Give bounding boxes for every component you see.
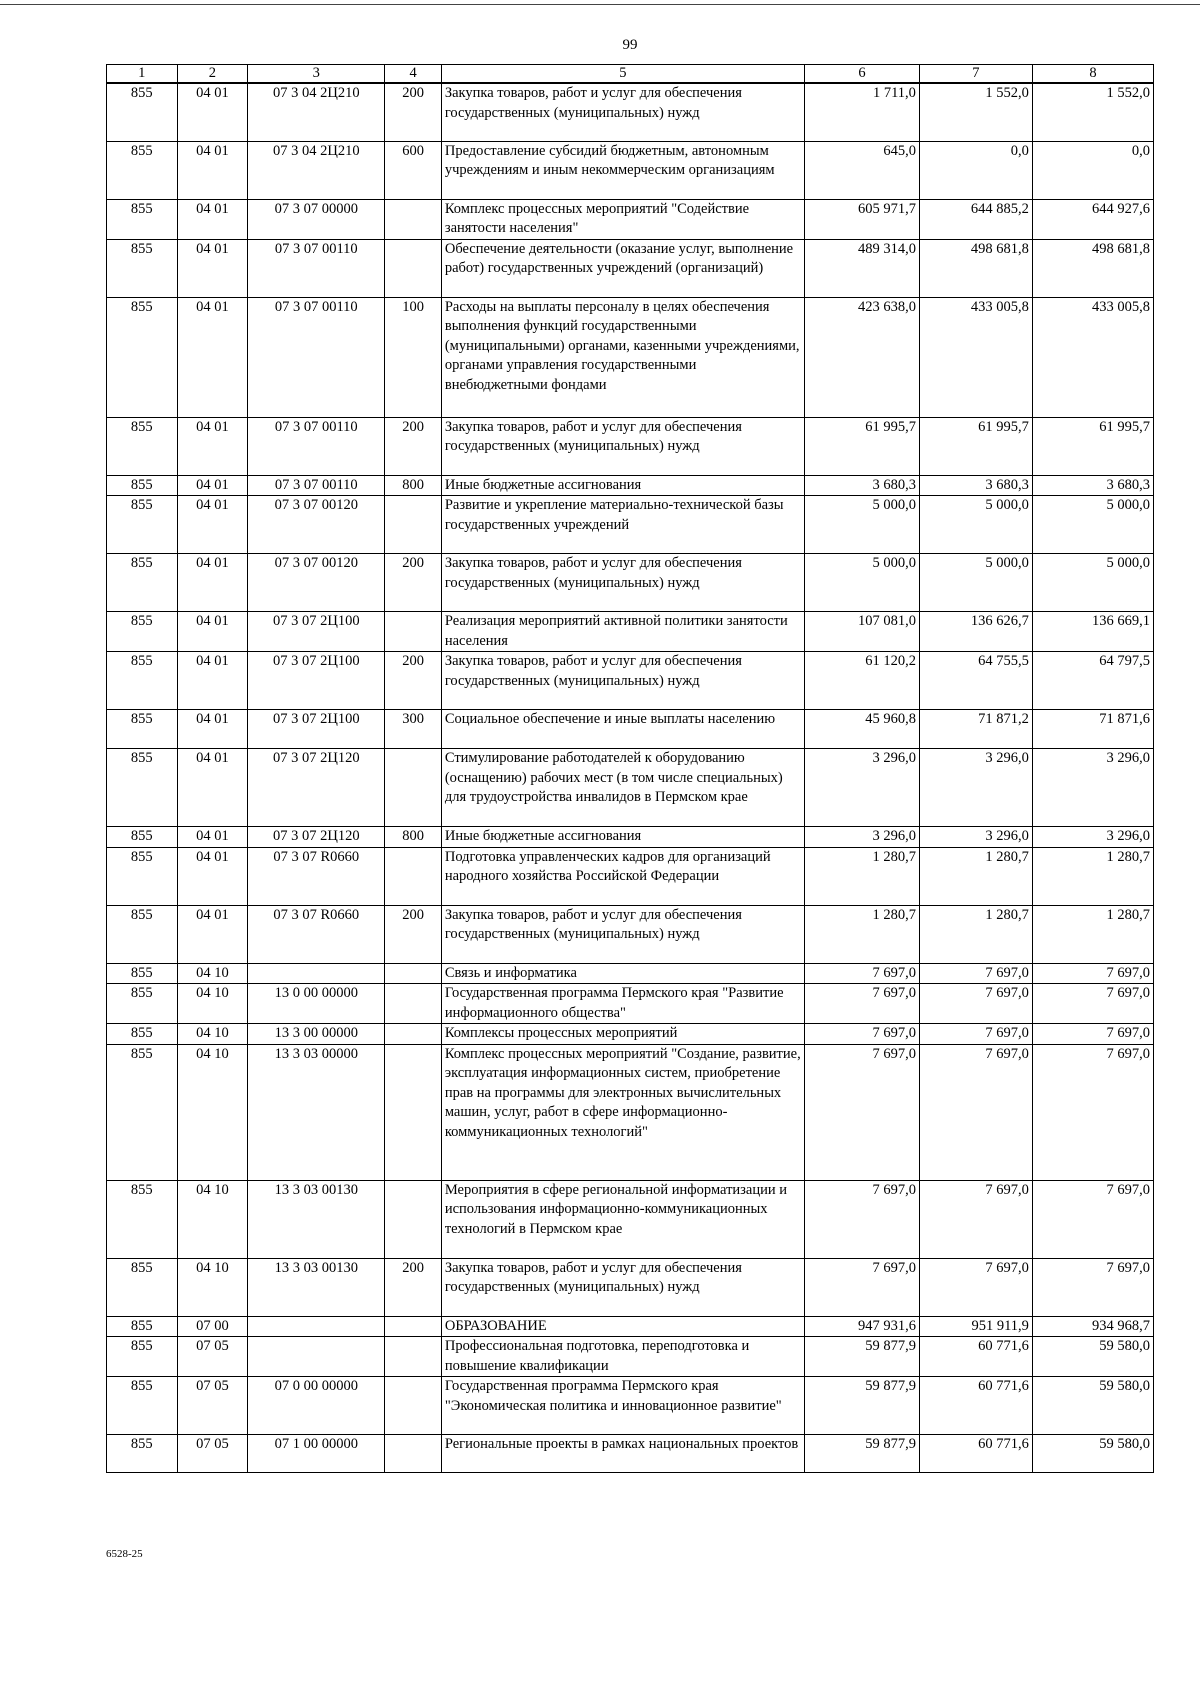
target-article-cell: 07 3 07 00120 xyxy=(248,496,385,554)
section-code-cell: 04 01 xyxy=(177,847,248,905)
item-name-cell: Государственная программа Пермского края "Экономическая политика и инновационное развитие" xyxy=(441,1377,804,1435)
table-row xyxy=(107,83,1154,141)
section-code-cell: 04 10 xyxy=(177,1180,248,1258)
budget-code-cell: 855 xyxy=(107,827,178,848)
expense-type-cell: 800 xyxy=(385,475,441,496)
item-name-cell: Закупка товаров, работ и услуг для обеспечения государственных (муниципальных) нужд xyxy=(441,1258,804,1316)
target-article-cell: 07 3 07 R0660 xyxy=(248,847,385,905)
section-code-cell: 04 01 xyxy=(177,749,248,827)
amount-col6-cell: 7 697,0 xyxy=(804,1258,919,1316)
column-header: 6 xyxy=(804,65,919,84)
amount-col7-cell: 7 697,0 xyxy=(919,1258,1032,1316)
expense-type-cell: 100 xyxy=(385,297,441,417)
budget-code-cell: 855 xyxy=(107,297,178,417)
section-code-cell: 04 01 xyxy=(177,141,248,199)
amount-col8-cell: 934 968,7 xyxy=(1032,1316,1153,1337)
item-name-cell: Связь и информатика xyxy=(441,963,804,984)
amount-col7-cell: 433 005,8 xyxy=(919,297,1032,417)
budget-code-cell: 855 xyxy=(107,1258,178,1316)
amount-col8-cell: 433 005,8 xyxy=(1032,297,1153,417)
item-name-cell: Закупка товаров, работ и услуг для обеспечения государственных (муниципальных) нужд xyxy=(441,905,804,963)
section-code-cell: 04 10 xyxy=(177,984,248,1024)
expense-type-cell: 200 xyxy=(385,1258,441,1316)
item-name-cell: Мероприятия в сфере региональной информатизации и использования информационно-коммуникационных технологий в Пермском крае xyxy=(441,1180,804,1258)
amount-col7-cell: 7 697,0 xyxy=(919,963,1032,984)
target-article-cell: 07 0 00 00000 xyxy=(248,1377,385,1435)
amount-col7-cell: 60 771,6 xyxy=(919,1435,1032,1473)
item-name-cell: Региональные проекты в рамках национальных проектов xyxy=(441,1435,804,1473)
amount-col8-cell: 5 000,0 xyxy=(1032,496,1153,554)
amount-col7-cell: 0,0 xyxy=(919,141,1032,199)
column-header: 4 xyxy=(385,65,441,84)
amount-col8-cell: 7 697,0 xyxy=(1032,963,1153,984)
amount-col6-cell: 3 296,0 xyxy=(804,827,919,848)
target-article-cell: 07 3 07 00120 xyxy=(248,554,385,612)
item-name-cell: Комплекс процессных мероприятий "Содействие занятости населения" xyxy=(441,199,804,239)
section-code-cell: 04 01 xyxy=(177,905,248,963)
table-row xyxy=(107,963,1154,984)
amount-col6-cell: 7 697,0 xyxy=(804,1180,919,1258)
amount-col7-cell: 1 280,7 xyxy=(919,905,1032,963)
amount-col7-cell: 1 280,7 xyxy=(919,847,1032,905)
expense-type-cell xyxy=(385,749,441,827)
expense-type-cell: 600 xyxy=(385,141,441,199)
expense-type-cell xyxy=(385,1377,441,1435)
expense-type-cell xyxy=(385,1044,441,1180)
target-article-cell: 07 3 07 00000 xyxy=(248,199,385,239)
table-row xyxy=(107,984,1154,1024)
item-name-cell: ОБРАЗОВАНИЕ xyxy=(441,1316,804,1337)
amount-col8-cell: 61 995,7 xyxy=(1032,417,1153,475)
section-code-cell: 04 01 xyxy=(177,827,248,848)
page-number: 99 xyxy=(622,37,638,53)
table-row xyxy=(107,1435,1154,1473)
amount-col8-cell: 136 669,1 xyxy=(1032,612,1153,652)
expense-type-cell xyxy=(385,1024,441,1045)
amount-col7-cell: 5 000,0 xyxy=(919,496,1032,554)
budget-code-cell: 855 xyxy=(107,1316,178,1337)
section-code-cell: 04 01 xyxy=(177,239,248,297)
budget-code-cell: 855 xyxy=(107,847,178,905)
amount-col8-cell: 71 871,6 xyxy=(1032,710,1153,749)
budget-code-cell: 855 xyxy=(107,905,178,963)
section-code-cell: 04 01 xyxy=(177,612,248,652)
target-article-cell: 07 3 07 00110 xyxy=(248,475,385,496)
item-name-cell: Социальное обеспечение и иные выплаты населению xyxy=(441,710,804,749)
amount-col8-cell: 7 697,0 xyxy=(1032,1180,1153,1258)
expense-type-cell xyxy=(385,847,441,905)
item-name-cell: Предоставление субсидий бюджетным, автономным учреждениям и иным некоммерческим организациям xyxy=(441,141,804,199)
table-row xyxy=(107,297,1154,417)
table-row xyxy=(107,1316,1154,1337)
amount-col6-cell: 3 680,3 xyxy=(804,475,919,496)
section-code-cell: 04 01 xyxy=(177,417,248,475)
amount-col7-cell: 64 755,5 xyxy=(919,652,1032,710)
amount-col8-cell: 3 296,0 xyxy=(1032,827,1153,848)
section-code-cell: 04 01 xyxy=(177,83,248,141)
budget-table xyxy=(106,64,1154,1473)
section-code-cell: 04 01 xyxy=(177,710,248,749)
target-article-cell: 07 3 07 2Ц100 xyxy=(248,652,385,710)
amount-col6-cell: 59 877,9 xyxy=(804,1435,919,1473)
expense-type-cell xyxy=(385,1435,441,1473)
table-row xyxy=(107,749,1154,827)
expense-type-cell: 200 xyxy=(385,83,441,141)
target-article-cell: 07 3 04 2Ц210 xyxy=(248,83,385,141)
expense-type-cell: 200 xyxy=(385,554,441,612)
column-number-row xyxy=(107,65,1154,84)
budget-code-cell: 855 xyxy=(107,496,178,554)
section-code-cell: 07 05 xyxy=(177,1337,248,1377)
expense-type-cell xyxy=(385,612,441,652)
item-name-cell: Закупка товаров, работ и услуг для обеспечения государственных (муниципальных) нужд xyxy=(441,554,804,612)
budget-code-cell: 855 xyxy=(107,417,178,475)
target-article-cell xyxy=(248,963,385,984)
amount-col6-cell: 423 638,0 xyxy=(804,297,919,417)
amount-col7-cell: 1 552,0 xyxy=(919,83,1032,141)
footer-code: 6528-25 xyxy=(106,1548,143,1560)
amount-col7-cell: 61 995,7 xyxy=(919,417,1032,475)
budget-code-cell: 855 xyxy=(107,141,178,199)
amount-col8-cell: 3 680,3 xyxy=(1032,475,1153,496)
budget-code-cell: 855 xyxy=(107,239,178,297)
column-header: 3 xyxy=(248,65,385,84)
amount-col6-cell: 1 711,0 xyxy=(804,83,919,141)
expense-type-cell: 200 xyxy=(385,652,441,710)
amount-col6-cell: 59 877,9 xyxy=(804,1377,919,1435)
target-article-cell: 07 3 07 00110 xyxy=(248,239,385,297)
expense-type-cell: 200 xyxy=(385,905,441,963)
amount-col8-cell: 1 280,7 xyxy=(1032,847,1153,905)
amount-col6-cell: 7 697,0 xyxy=(804,963,919,984)
budget-code-cell: 855 xyxy=(107,1337,178,1377)
item-name-cell: Закупка товаров, работ и услуг для обеспечения государственных (муниципальных) нужд xyxy=(441,83,804,141)
column-header: 2 xyxy=(177,65,248,84)
expense-type-cell xyxy=(385,199,441,239)
amount-col8-cell: 64 797,5 xyxy=(1032,652,1153,710)
section-code-cell: 04 01 xyxy=(177,475,248,496)
column-header: 8 xyxy=(1032,65,1153,84)
amount-col7-cell: 7 697,0 xyxy=(919,1044,1032,1180)
target-article-cell: 13 3 03 00130 xyxy=(248,1258,385,1316)
item-name-cell: Иные бюджетные ассигнования xyxy=(441,475,804,496)
target-article-cell: 07 3 07 2Ц100 xyxy=(248,710,385,749)
column-header: 5 xyxy=(441,65,804,84)
section-code-cell: 04 10 xyxy=(177,1024,248,1045)
amount-col6-cell: 7 697,0 xyxy=(804,984,919,1024)
amount-col8-cell: 7 697,0 xyxy=(1032,1044,1153,1180)
expense-type-cell: 300 xyxy=(385,710,441,749)
amount-col8-cell: 7 697,0 xyxy=(1032,1024,1153,1045)
table-row xyxy=(107,1024,1154,1045)
expense-type-cell xyxy=(385,963,441,984)
target-article-cell xyxy=(248,1337,385,1377)
item-name-cell: Государственная программа Пермского края "Развитие информационного общества" xyxy=(441,984,804,1024)
amount-col8-cell: 59 580,0 xyxy=(1032,1435,1153,1473)
item-name-cell: Комплекс процессных мероприятий "Создание, развитие, эксплуатация информационных систем, приобретение прав на программы для электронных вычислительных машин, услуг, работ в сфере информационно-коммуникационных технологий" xyxy=(441,1044,804,1180)
item-name-cell: Обеспечение деятельности (оказание услуг, выполнение работ) государственных учреждений (организаций) xyxy=(441,239,804,297)
budget-code-cell: 855 xyxy=(107,1377,178,1435)
section-code-cell: 04 10 xyxy=(177,1258,248,1316)
section-code-cell: 04 01 xyxy=(177,199,248,239)
amount-col8-cell: 1 280,7 xyxy=(1032,905,1153,963)
budget-code-cell: 855 xyxy=(107,83,178,141)
column-header: 1 xyxy=(107,65,178,84)
amount-col6-cell: 7 697,0 xyxy=(804,1044,919,1180)
table-row xyxy=(107,496,1154,554)
amount-col6-cell: 489 314,0 xyxy=(804,239,919,297)
amount-col6-cell: 645,0 xyxy=(804,141,919,199)
item-name-cell: Развитие и укрепление материально-технической базы государственных учреждений xyxy=(441,496,804,554)
expense-type-cell xyxy=(385,1316,441,1337)
table-row xyxy=(107,710,1154,749)
budget-code-cell: 855 xyxy=(107,749,178,827)
amount-col7-cell: 3 680,3 xyxy=(919,475,1032,496)
budget-code-cell: 855 xyxy=(107,199,178,239)
expense-type-cell xyxy=(385,1337,441,1377)
section-code-cell: 07 05 xyxy=(177,1435,248,1473)
amount-col7-cell: 951 911,9 xyxy=(919,1316,1032,1337)
budget-code-cell: 855 xyxy=(107,1435,178,1473)
amount-col8-cell: 498 681,8 xyxy=(1032,239,1153,297)
amount-col6-cell: 605 971,7 xyxy=(804,199,919,239)
section-code-cell: 07 00 xyxy=(177,1316,248,1337)
section-code-cell: 04 10 xyxy=(177,963,248,984)
target-article-cell: 07 3 04 2Ц210 xyxy=(248,141,385,199)
table-row xyxy=(107,1180,1154,1258)
amount-col6-cell: 1 280,7 xyxy=(804,905,919,963)
expense-type-cell: 200 xyxy=(385,417,441,475)
budget-code-cell: 855 xyxy=(107,1044,178,1180)
table-row xyxy=(107,847,1154,905)
expense-type-cell xyxy=(385,984,441,1024)
table-row xyxy=(107,612,1154,652)
target-article-cell: 07 1 00 00000 xyxy=(248,1435,385,1473)
amount-col7-cell: 7 697,0 xyxy=(919,984,1032,1024)
budget-code-cell: 855 xyxy=(107,984,178,1024)
amount-col7-cell: 644 885,2 xyxy=(919,199,1032,239)
amount-col8-cell: 7 697,0 xyxy=(1032,1258,1153,1316)
amount-col6-cell: 61 120,2 xyxy=(804,652,919,710)
table-row xyxy=(107,417,1154,475)
item-name-cell: Стимулирование работодателей к оборудованию (оснащению) рабочих мест (в том числе специальных) для трудоустройства инвалидов в Пермском крае xyxy=(441,749,804,827)
expense-type-cell xyxy=(385,1180,441,1258)
table-row xyxy=(107,652,1154,710)
item-name-cell: Расходы на выплаты персоналу в целях обеспечения выполнения функций государственными (муниципальными) органами, казенными учреждениями, органами управления государственными внебюджетными фондами xyxy=(441,297,804,417)
section-code-cell: 04 01 xyxy=(177,496,248,554)
amount-col8-cell: 59 580,0 xyxy=(1032,1337,1153,1377)
amount-col6-cell: 45 960,8 xyxy=(804,710,919,749)
amount-col6-cell: 5 000,0 xyxy=(804,554,919,612)
table-row xyxy=(107,1044,1154,1180)
table-row xyxy=(107,827,1154,848)
section-code-cell: 04 01 xyxy=(177,652,248,710)
amount-col6-cell: 1 280,7 xyxy=(804,847,919,905)
amount-col8-cell: 3 296,0 xyxy=(1032,749,1153,827)
amount-col8-cell: 0,0 xyxy=(1032,141,1153,199)
target-article-cell: 07 3 07 2Ц100 xyxy=(248,612,385,652)
amount-col6-cell: 61 995,7 xyxy=(804,417,919,475)
table-row xyxy=(107,199,1154,239)
target-article-cell: 07 3 07 00110 xyxy=(248,297,385,417)
item-name-cell: Закупка товаров, работ и услуг для обеспечения государственных (муниципальных) нужд xyxy=(441,417,804,475)
budget-code-cell: 855 xyxy=(107,554,178,612)
table-row xyxy=(107,475,1154,496)
target-article-cell: 07 3 07 2Ц120 xyxy=(248,749,385,827)
amount-col6-cell: 107 081,0 xyxy=(804,612,919,652)
budget-code-cell: 855 xyxy=(107,475,178,496)
expense-type-cell xyxy=(385,239,441,297)
target-article-cell: 07 3 07 2Ц120 xyxy=(248,827,385,848)
budget-code-cell: 855 xyxy=(107,1024,178,1045)
amount-col7-cell: 71 871,2 xyxy=(919,710,1032,749)
budget-code-cell: 855 xyxy=(107,612,178,652)
item-name-cell: Подготовка управленческих кадров для организаций народного хозяйства Российской Федерации xyxy=(441,847,804,905)
amount-col8-cell: 7 697,0 xyxy=(1032,984,1153,1024)
column-header: 7 xyxy=(919,65,1032,84)
amount-col6-cell: 7 697,0 xyxy=(804,1024,919,1045)
item-name-cell: Профессиональная подготовка, переподготовка и повышение квалификации xyxy=(441,1337,804,1377)
table-row xyxy=(107,239,1154,297)
amount-col7-cell: 7 697,0 xyxy=(919,1180,1032,1258)
table-row xyxy=(107,554,1154,612)
section-code-cell: 04 01 xyxy=(177,554,248,612)
amount-col7-cell: 7 697,0 xyxy=(919,1024,1032,1045)
item-name-cell: Реализация мероприятий активной политики занятости населения xyxy=(441,612,804,652)
target-article-cell: 07 3 07 R0660 xyxy=(248,905,385,963)
table-row xyxy=(107,1337,1154,1377)
item-name-cell: Закупка товаров, работ и услуг для обеспечения государственных (муниципальных) нужд xyxy=(441,652,804,710)
expense-type-cell xyxy=(385,496,441,554)
item-name-cell: Комплексы процессных мероприятий xyxy=(441,1024,804,1045)
table-row xyxy=(107,1258,1154,1316)
amount-col7-cell: 3 296,0 xyxy=(919,749,1032,827)
budget-code-cell: 855 xyxy=(107,710,178,749)
section-code-cell: 07 05 xyxy=(177,1377,248,1435)
amount-col7-cell: 498 681,8 xyxy=(919,239,1032,297)
table-row xyxy=(107,905,1154,963)
amount-col7-cell: 136 626,7 xyxy=(919,612,1032,652)
amount-col6-cell: 59 877,9 xyxy=(804,1337,919,1377)
amount-col8-cell: 5 000,0 xyxy=(1032,554,1153,612)
amount-col7-cell: 3 296,0 xyxy=(919,827,1032,848)
expense-type-cell: 800 xyxy=(385,827,441,848)
amount-col6-cell: 3 296,0 xyxy=(804,749,919,827)
budget-code-cell: 855 xyxy=(107,1180,178,1258)
target-article-cell: 13 3 03 00000 xyxy=(248,1044,385,1180)
amount-col8-cell: 59 580,0 xyxy=(1032,1377,1153,1435)
amount-col6-cell: 947 931,6 xyxy=(804,1316,919,1337)
amount-col7-cell: 60 771,6 xyxy=(919,1337,1032,1377)
table-row xyxy=(107,141,1154,199)
target-article-cell: 13 3 03 00130 xyxy=(248,1180,385,1258)
amount-col8-cell: 1 552,0 xyxy=(1032,83,1153,141)
amount-col7-cell: 60 771,6 xyxy=(919,1377,1032,1435)
table-row xyxy=(107,1377,1154,1435)
amount-col6-cell: 5 000,0 xyxy=(804,496,919,554)
target-article-cell xyxy=(248,1316,385,1337)
section-code-cell: 04 10 xyxy=(177,1044,248,1180)
section-code-cell: 04 01 xyxy=(177,297,248,417)
budget-code-cell: 855 xyxy=(107,652,178,710)
item-name-cell: Иные бюджетные ассигнования xyxy=(441,827,804,848)
budget-code-cell: 855 xyxy=(107,963,178,984)
target-article-cell: 13 3 00 00000 xyxy=(248,1024,385,1045)
amount-col8-cell: 644 927,6 xyxy=(1032,199,1153,239)
scan-top-edge xyxy=(0,4,1200,5)
target-article-cell: 13 0 00 00000 xyxy=(248,984,385,1024)
target-article-cell: 07 3 07 00110 xyxy=(248,417,385,475)
amount-col7-cell: 5 000,0 xyxy=(919,554,1032,612)
